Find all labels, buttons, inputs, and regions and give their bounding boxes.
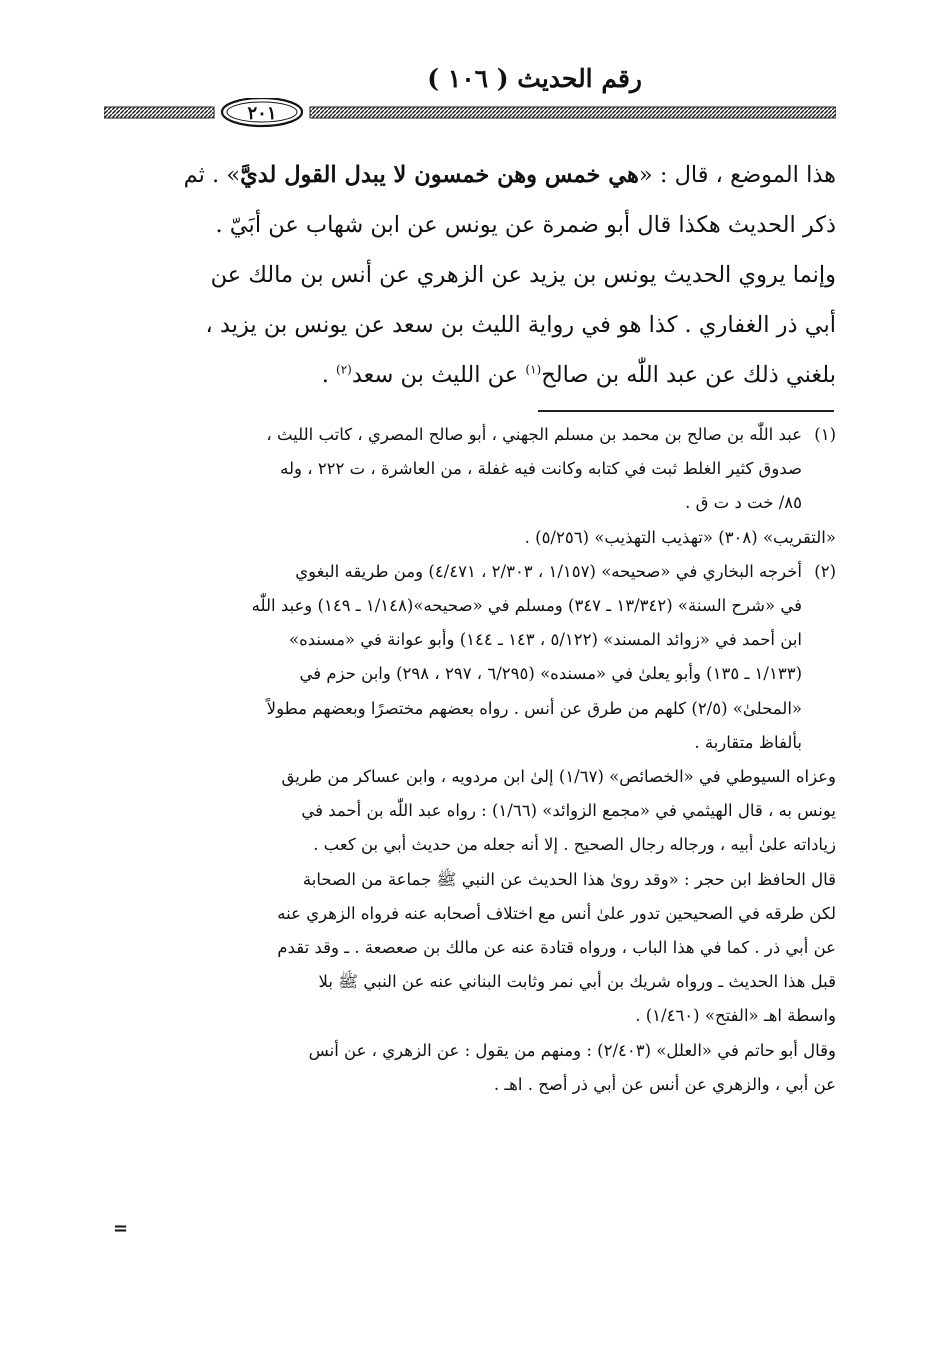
footnote-line: في «شرح السنة» (١٣/٣٤٢ ـ ٣٤٧) ومسلم في «صحيحه»(١/١٤٨ ـ ١٤٩) وعبد اللّٰه xyxy=(251,596,802,616)
footnote-line: زياداته علىٰ أبيه ، ورجاله رجال الصحيح . إلا أنه جعله من حديث أبي بن كعب . xyxy=(313,835,836,855)
footnote-line: ابن أحمد في «زوائد المسند» (٥/١٢٢ ، ١٤٣ ـ ١٤٤) وأبو عوانة في «مسنده» xyxy=(288,630,802,650)
footnote-number: (١) xyxy=(814,425,836,444)
rule-left-bar xyxy=(104,107,214,118)
page-number: ٢٠١ xyxy=(247,103,277,124)
footnote-line: عن أبي ، والزهري عن أنس عن أبي ذر أصح . اهـ . xyxy=(493,1074,836,1094)
footnote-line: (٢)أخرجه البخاري في «صحيحه» (١/١٥٧ ، ٢/٣٠٣ ، ٤/٤٧١) ومن طريقه البغوي xyxy=(104,555,836,589)
footnote-line: قال الحافظ ابن حجر : «وقد روىٰ هذا الحديث عن النبي ﷺ جماعة من الصحابة xyxy=(302,869,836,889)
footnote-line: صدوق كثير الغلط ثبت في كتابه وكانت فيه غفلة ، من العاشرة ، ت ٢٢٢ ، وله xyxy=(280,459,802,479)
header-ornament-rule xyxy=(104,98,836,128)
page-header-title: رقم الحديث ( ١٠٦ ) xyxy=(427,64,642,93)
footnote-line: ٨٥/ خت د ت ق . xyxy=(685,493,802,513)
footnote-line: عن أبي ذر . كما في هذا الباب ، ورواه قتادة عنه عن مالك بن صعصعة . ـ وقد تقدم xyxy=(277,938,836,958)
footnote-line: وقال أبو حاتم في «العلل» (٢/٤٠٣) : ومنهم من يقول : عن الزهري ، عن أنس xyxy=(308,1040,836,1060)
footnote-line: قبل هذا الحديث ـ ورواه شريك بن أبي نمر وثابت البناني عنه عن النبي ﷺ بلا xyxy=(318,972,836,992)
text-line: أبي ذر الغفاري . كذا هو في رواية الليث بن سعد عن يونس بن يزيد ، xyxy=(205,312,836,338)
quoted-hadith: هي خمس وهن خمسون لا يبدل القول لديَّ xyxy=(240,162,639,188)
footnote-line: «المحلىٰ» (٢/٥) كلهم من طرق عن أنس . رواه بعضهم مختصرًا وبعضهم مطولاً xyxy=(266,698,802,718)
footnote-line: (١)عبد اللّٰه بن صالح بن محمد بن مسلم الجهني ، أبو صالح المصري ، كاتب الليث ، xyxy=(104,418,836,452)
footnote-line: يونس به ، قال الهيثمي في «مجمع الزوائد» (١/٦٦) : رواه عبد اللّٰه بن أحمد في xyxy=(301,801,836,821)
footnote-line: «التقريب» (٣٠٨) «تهذيب التهذيب» (٥/٢٥٦) . xyxy=(524,527,836,547)
footnote-line: بألفاظ متقاربة . xyxy=(694,732,802,752)
text-line: وإنما يروي الحديث يونس بن يزيد عن الزهري عن أنس بن مالك عن xyxy=(210,262,836,288)
text-line: بلغني ذلك عن عبد اللّٰه بن صالح$^{(١)}$ عن الليث بن سعد$^{(٢)}$ . xyxy=(321,362,836,388)
footnote-separator xyxy=(538,410,834,412)
footnote-line: لكن طرقه في الصحيحين تدور علىٰ أنس مع اختلاف أصحابه عنه فرواه الزهري عنه xyxy=(277,903,836,923)
text-line: ذكر الحديث هكذا قال أبو ضمرة عن يونس عن ابن شهاب عن أبَيّ . xyxy=(215,212,836,238)
footnote-line: واسطة اهـ «الفتح» (١/٤٦٠) . xyxy=(635,1006,836,1026)
footnotes xyxy=(104,418,836,1102)
text-line: هذا الموضع ، قال : «هي خمس وهن خمسون لا يبدل القول لديَّ» . ثم xyxy=(183,162,836,188)
footnote-ref[interactable]: (١) xyxy=(525,362,542,377)
main-text xyxy=(104,150,836,400)
footnote-line: (١/١٣٣ ـ ١٣٥) وأبو يعلىٰ في «مسنده» (٦/٢٩٥ ، ٢٩٧ ، ٢٩٨) وابن حزم في xyxy=(299,664,802,684)
footnote-ref[interactable]: (٢) xyxy=(336,362,352,377)
footnote-line: وعزاه السيوطي في «الخصائص» (١/٦٧) إلىٰ ابن مردويه ، وابن عساكر من طريق xyxy=(281,767,836,787)
footnote-number: (٢) xyxy=(814,561,836,581)
rule-right-bar xyxy=(310,107,836,118)
continuation-mark: = xyxy=(113,1218,129,1239)
